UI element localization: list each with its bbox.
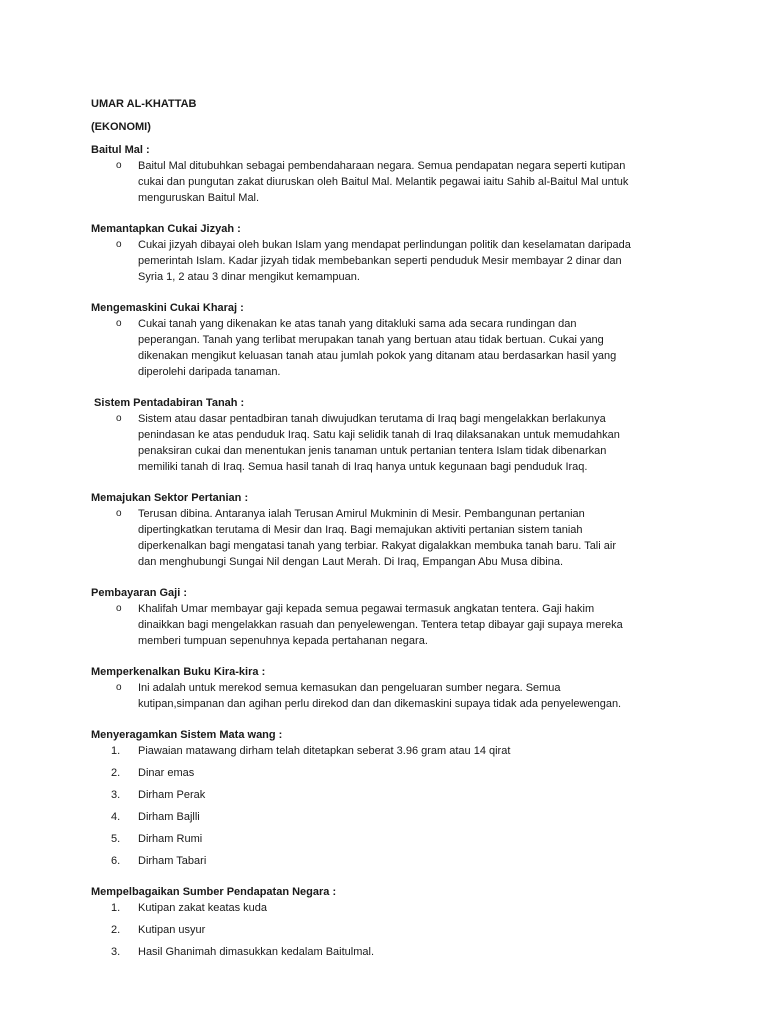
list-item [91, 787, 698, 803]
text-line: penindasan ke atas penduduk Iraq. Satu kaji selidik tanah di Iraq dilaksanakan untuk memudahkan [138, 429, 620, 441]
list-text: Dirham Tabari [138, 855, 207, 867]
bullet-list [91, 411, 698, 475]
bullet-list [91, 158, 698, 206]
text-line: dinaikkan bagi mengelakkan rasuah dan penyelewengan. Tentera tetap dibayar gaji supaya mereka [138, 619, 623, 631]
list-number: 2. [111, 767, 121, 779]
list-item [91, 237, 698, 285]
bullet-marker: o [116, 413, 122, 424]
text-line: Cukai tanah yang dikenakan ke atas tanah yang ditakluki sama ada secara rundingan dan [138, 318, 577, 330]
text-line: cukai dan pungutan zakat diuruskan oleh Baitul Mal. Melantik pegawai iaitu Sahib al-Baitul Mal untuk [138, 176, 629, 188]
document-subtitle: (EKONOMI) [91, 121, 151, 133]
section-heading: Sistem Pentadabiran Tanah : [91, 397, 245, 409]
section-sumber-pendapatan [91, 884, 698, 960]
list-number: 4. [111, 811, 121, 823]
list-number: 1. [111, 902, 121, 914]
list-text: Dirham Bajlli [138, 811, 200, 823]
list-text: Kutipan usyur [138, 924, 206, 936]
section-heading: Menyeragamkan Sistem Mata wang : [91, 729, 283, 741]
list-item [91, 158, 698, 206]
section-mata-wang [91, 727, 698, 869]
list-item [91, 831, 698, 847]
numbered-list [91, 900, 698, 960]
section-cukai-jizyah [91, 221, 698, 285]
list-item [91, 506, 698, 570]
list-item [91, 601, 698, 649]
list-text: Dinar emas [138, 767, 195, 779]
section-buku-kira-kira [91, 664, 698, 712]
list-item [91, 743, 698, 759]
bullet-list [91, 237, 698, 285]
section-heading: Memantapkan Cukai Jizyah : [91, 223, 241, 235]
text-line: pemerintah Islam. Kadar jizyah tidak membebankan seperti penduduk Mesir membayar 2 dinar dan [138, 255, 622, 267]
text-line: Syria 1, 2 atau 3 dinar mengikut kemampuan. [138, 271, 360, 283]
bullet-marker: o [116, 508, 122, 519]
text-line: menguruskan Baitul Mal. [138, 192, 260, 204]
section-heading: Memperkenalkan Buku Kira-kira : [91, 666, 266, 678]
section-heading: Baitul Mal : [91, 144, 150, 156]
section-baitul-mal [91, 142, 698, 206]
text-line: dipertingkatkan terutama di Mesir dan Iraq. Bagi memajukan aktiviti pertanian sistem taniah [138, 524, 583, 536]
list-text: Hasil Ghanimah dimasukkan kedalam Baitulmal. [138, 946, 374, 958]
list-item [91, 922, 698, 938]
list-text: Piawaian matawang dirham telah ditetapkan seberat 3.96 gram atau 14 qirat [138, 745, 511, 757]
list-text: Dirham Perak [138, 789, 206, 801]
list-number: 6. [111, 855, 121, 867]
list-item [91, 900, 698, 916]
section-pembayaran-gaji [91, 585, 698, 649]
list-item [91, 316, 698, 380]
text-line: penaksiran cukai dan menentukan jenis tanaman untuk pertanian tentera Islam tidak dibenarkan [138, 445, 607, 457]
bullet-marker: o [116, 603, 122, 614]
text-line: Khalifah Umar membayar gaji kepada semua pegawai termasuk angkatan tentera. Gaji hakim [138, 603, 595, 615]
list-text: Kutipan zakat keatas kuda [138, 902, 268, 914]
text-line: dikenakan mengikut keluasan tanah atau jumlah pokok yang ditanam atau berdasarkan hasil yang [138, 350, 617, 362]
list-item [91, 411, 698, 475]
list-item [91, 680, 698, 712]
text-line: peperangan. Tanah yang terlibat merupakan tanah yang bertuan atau tidak bertuan. Cukai yang [138, 334, 604, 346]
text-line: Ini adalah untuk merekod semua kemasukan dan pengeluaran sumber negara. Semua [138, 682, 561, 694]
list-item [91, 765, 698, 781]
list-number: 3. [111, 789, 121, 801]
bullet-list [91, 680, 698, 712]
section-heading: Memajukan Sektor Pertanian : [91, 492, 249, 504]
text-line: Cukai jizyah dibayai oleh bukan Islam yang mendapat perlindungan politik dan keselamatan daripada [138, 239, 631, 251]
list-item [91, 853, 698, 869]
section-sektor-pertanian [91, 490, 698, 570]
section-pentadbiran-tanah [91, 395, 698, 475]
text-line: memiliki tanah di Iraq. Semua hasil tanah di Iraq hanya untuk kegunaan bagi penduduk Iraq. [138, 461, 588, 473]
list-number: 3. [111, 946, 121, 958]
text-line: Terusan dibina. Antaranya ialah Terusan Amirul Mukminin di Mesir. Pembangunan pertanian [138, 508, 585, 520]
bullet-marker: o [116, 239, 122, 250]
section-heading: Mempelbagaikan Sumber Pendapatan Negara : [91, 886, 337, 898]
list-item [91, 944, 698, 960]
text-line: Sistem atau dasar pentadbiran tanah diwujudkan terutama di Iraq bagi mengelakkan berlakunya [138, 413, 606, 425]
text-line: diperkenalkan bagi mengatasi tanah yang terbiar. Rakyat digalakkan membuka tanah baru. Tali air [138, 540, 616, 552]
list-number: 2. [111, 924, 121, 936]
list-number: 5. [111, 833, 121, 845]
bullet-marker: o [116, 318, 122, 329]
list-text: Dirham Rumi [138, 833, 203, 845]
bullet-list [91, 506, 698, 570]
text-line: diperolehi daripada tanaman. [138, 366, 281, 378]
section-heading: Pembayaran Gaji : [91, 587, 187, 599]
section-heading: Mengemaskini Cukai Kharaj : [91, 302, 244, 314]
text-line: dan menghubungi Sungai Nil dengan Laut Merah. Di Iraq, Empangan Abu Musa dibina. [138, 556, 564, 568]
document-title: UMAR AL-KHATTAB [91, 98, 197, 110]
bullet-marker: o [116, 682, 122, 693]
list-item [91, 809, 698, 825]
bullet-list [91, 601, 698, 649]
text-line: memberi tumpuan sepenuhnya kepada pertahanan negara. [138, 635, 428, 647]
bullet-list [91, 316, 698, 380]
bullet-marker: o [116, 160, 122, 171]
list-number: 1. [111, 745, 121, 757]
text-line: Baitul Mal ditubuhkan sebagai pembendaharaan negara. Semua pendapatan negara seperti kutipan [138, 160, 626, 172]
numbered-list [91, 743, 698, 869]
section-cukai-kharaj [91, 300, 698, 380]
text-line: kutipan,simpanan dan agihan perlu direkod dan dan dikemaskini supaya tidak ada penyelewengan. [138, 698, 622, 710]
